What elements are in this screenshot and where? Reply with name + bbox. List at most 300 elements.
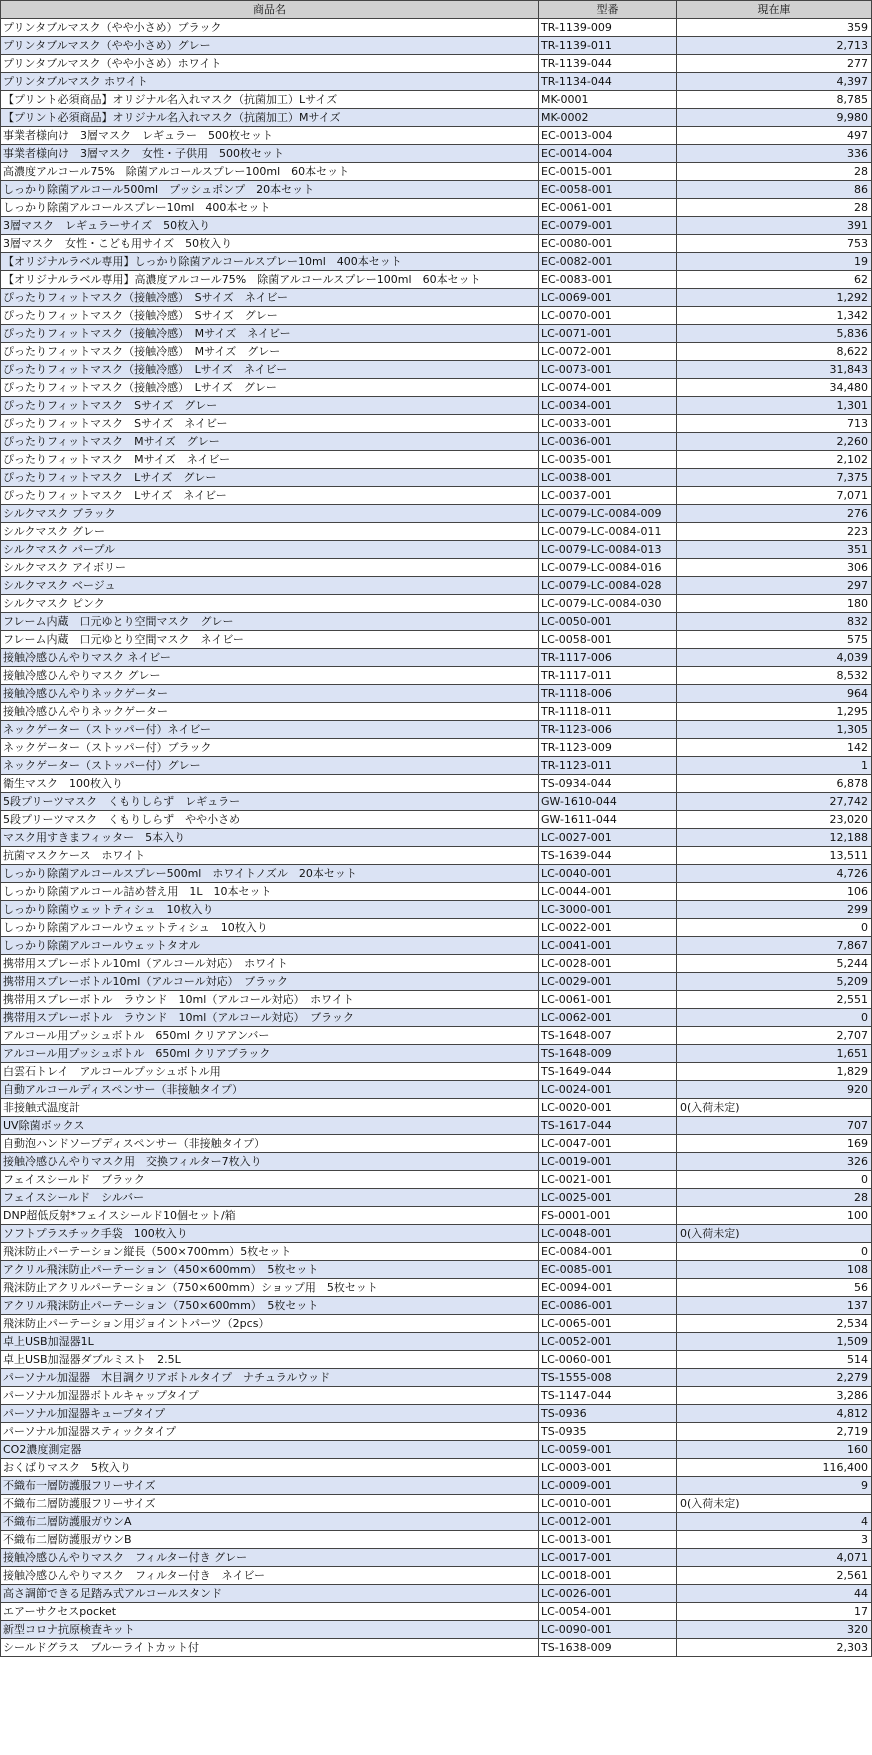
model-number-cell: TS-1648-007	[539, 1027, 677, 1045]
stock-cell: 4,812	[677, 1405, 872, 1423]
stock-cell: 28	[677, 199, 872, 217]
stock-cell: 3,286	[677, 1387, 872, 1405]
stock-cell: 753	[677, 235, 872, 253]
stock-cell: 2,551	[677, 991, 872, 1009]
stock-cell: 44	[677, 1585, 872, 1603]
model-number-cell: TR-1139-011	[539, 37, 677, 55]
stock-cell: 223	[677, 523, 872, 541]
product-name-cell: プリンタブルマスク ホワイト	[1, 73, 539, 91]
product-name-cell: アルコール用プッシュボトル 650ml クリアアンバー	[1, 1027, 539, 1045]
table-row	[1, 883, 872, 901]
product-name-cell: フレーム内蔵 口元ゆとり空間マスク グレー	[1, 613, 539, 631]
stock-cell: 5,244	[677, 955, 872, 973]
table-row	[1, 1189, 872, 1207]
table-row	[1, 937, 872, 955]
model-number-cell: TS-0936	[539, 1405, 677, 1423]
model-number-cell: EC-0014-004	[539, 145, 677, 163]
table-row	[1, 1495, 872, 1513]
product-name-cell: 【オリジナルラベル専用】高濃度アルコール75% 除菌アルコールスプレー100ml 60本セット	[1, 271, 539, 289]
table-row	[1, 1477, 872, 1495]
table-row	[1, 955, 872, 973]
model-number-cell: TR-1118-006	[539, 685, 677, 703]
product-name-cell: 【プリント必須商品】オリジナル名入れマスク（抗菌加工）Lサイズ	[1, 91, 539, 109]
table-row	[1, 73, 872, 91]
stock-cell: 7,375	[677, 469, 872, 487]
model-number-cell: LC-0071-001	[539, 325, 677, 343]
product-name-cell: シルクマスク ピンク	[1, 595, 539, 613]
stock-cell: 0	[677, 1171, 872, 1189]
stock-cell: 8,532	[677, 667, 872, 685]
model-number-cell: LC-0034-001	[539, 397, 677, 415]
table-row	[1, 469, 872, 487]
table-row	[1, 1243, 872, 1261]
table-row	[1, 1513, 872, 1531]
model-number-cell: LC-0050-001	[539, 613, 677, 631]
stock-cell: 169	[677, 1135, 872, 1153]
stock-cell: 713	[677, 415, 872, 433]
product-name-cell: 抗菌マスクケース ホワイト	[1, 847, 539, 865]
product-name-cell: プリンタブルマスク（やや小さめ）ホワイト	[1, 55, 539, 73]
product-name-cell: フェイスシールド シルバー	[1, 1189, 539, 1207]
header-row	[1, 1, 872, 19]
table-row	[1, 1387, 872, 1405]
model-number-cell: TS-1649-044	[539, 1063, 677, 1081]
stock-cell: 277	[677, 55, 872, 73]
stock-cell: 0	[677, 1009, 872, 1027]
product-name-cell: 白雲石トレイ アルコールプッシュボトル用	[1, 1063, 539, 1081]
table-row	[1, 1621, 872, 1639]
table-row	[1, 847, 872, 865]
table-row	[1, 613, 872, 631]
model-number-cell: LC-0033-001	[539, 415, 677, 433]
table-row	[1, 199, 872, 217]
model-number-cell: LC-0074-001	[539, 379, 677, 397]
header-current-stock: 現在庫	[677, 1, 872, 19]
stock-cell: 4,397	[677, 73, 872, 91]
product-name-cell: しっかり除菌アルコールスプレー10ml 400本セット	[1, 199, 539, 217]
product-name-cell: 卓上USB加湿器ダブルミスト 2.5L	[1, 1351, 539, 1369]
model-number-cell: LC-0079-LC-0084-030	[539, 595, 677, 613]
model-number-cell: LC-0048-001	[539, 1225, 677, 1243]
product-name-cell: 高濃度アルコール75% 除菌アルコールスプレー100ml 60本セット	[1, 163, 539, 181]
table-row	[1, 487, 872, 505]
table-row	[1, 1531, 872, 1549]
product-name-cell: 3層マスク レギュラーサイズ 50枚入り	[1, 217, 539, 235]
model-number-cell: LC-0079-LC-0084-011	[539, 523, 677, 541]
model-number-cell: LC-0036-001	[539, 433, 677, 451]
product-name-cell: ぴったりフィットマスク（接触冷感） Lサイズ ネイビー	[1, 361, 539, 379]
table-row	[1, 1117, 872, 1135]
stock-cell: 0(入荷未定)	[677, 1225, 872, 1243]
product-name-cell: ぴったりフィットマスク（接触冷感） Sサイズ グレー	[1, 307, 539, 325]
model-number-cell: LC-0027-001	[539, 829, 677, 847]
model-number-cell: EC-0079-001	[539, 217, 677, 235]
table-row	[1, 1351, 872, 1369]
product-name-cell: しっかり除菌アルコールスプレー500ml ホワイトノズル 20本セット	[1, 865, 539, 883]
table-row	[1, 307, 872, 325]
product-name-cell: エアーサクセスpocket	[1, 1603, 539, 1621]
model-number-cell: LC-0070-001	[539, 307, 677, 325]
model-number-cell: EC-0086-001	[539, 1297, 677, 1315]
model-number-cell: GW-1611-044	[539, 811, 677, 829]
product-name-cell: 自動泡ハンドソープディスペンサー（非接触タイプ）	[1, 1135, 539, 1153]
model-number-cell: LC-0024-001	[539, 1081, 677, 1099]
table-row	[1, 361, 872, 379]
product-name-cell: 接触冷感ひんやりマスク用 交換フィルター7枚入り	[1, 1153, 539, 1171]
stock-cell: 575	[677, 631, 872, 649]
table-row	[1, 991, 872, 1009]
model-number-cell: LC-0025-001	[539, 1189, 677, 1207]
model-number-cell: EC-0082-001	[539, 253, 677, 271]
model-number-cell: LC-0052-001	[539, 1333, 677, 1351]
model-number-cell: EC-0094-001	[539, 1279, 677, 1297]
model-number-cell: TR-1117-011	[539, 667, 677, 685]
model-number-cell: LC-0019-001	[539, 1153, 677, 1171]
table-row	[1, 505, 872, 523]
stock-cell: 2,713	[677, 37, 872, 55]
stock-cell: 497	[677, 127, 872, 145]
stock-cell: 320	[677, 1621, 872, 1639]
table-row	[1, 37, 872, 55]
stock-cell: 707	[677, 1117, 872, 1135]
product-name-cell: シルクマスク アイボリー	[1, 559, 539, 577]
table-row	[1, 757, 872, 775]
stock-cell: 299	[677, 901, 872, 919]
table-row	[1, 721, 872, 739]
table-row	[1, 1009, 872, 1027]
header-product-name: 商品名	[1, 1, 539, 19]
table-row	[1, 1135, 872, 1153]
table-row	[1, 1297, 872, 1315]
stock-cell: 276	[677, 505, 872, 523]
table-row	[1, 145, 872, 163]
product-name-cell: ぴったりフィットマスク Mサイズ グレー	[1, 433, 539, 451]
stock-cell: 1,292	[677, 289, 872, 307]
stock-cell: 391	[677, 217, 872, 235]
table-body	[1, 19, 872, 1657]
table-row	[1, 163, 872, 181]
stock-cell: 5,209	[677, 973, 872, 991]
stock-cell: 1	[677, 757, 872, 775]
table-row	[1, 1423, 872, 1441]
table-row	[1, 235, 872, 253]
table-row	[1, 595, 872, 613]
model-number-cell: LC-0022-001	[539, 919, 677, 937]
product-name-cell: 接触冷感ひんやりマスク フィルター付き ネイビー	[1, 1567, 539, 1585]
model-number-cell: EC-0083-001	[539, 271, 677, 289]
product-name-cell: 接触冷感ひんやりマスク ネイビー	[1, 649, 539, 667]
product-name-cell: しっかり除菌ウェットティシュ 10枚入り	[1, 901, 539, 919]
model-number-cell: TR-1139-009	[539, 19, 677, 37]
product-name-cell: シルクマスク パープル	[1, 541, 539, 559]
table-row	[1, 1063, 872, 1081]
model-number-cell: TR-1117-006	[539, 649, 677, 667]
stock-cell: 0	[677, 919, 872, 937]
table-row	[1, 811, 872, 829]
model-number-cell: LC-0029-001	[539, 973, 677, 991]
model-number-cell: LC-0026-001	[539, 1585, 677, 1603]
table-row	[1, 1315, 872, 1333]
stock-cell: 28	[677, 163, 872, 181]
stock-cell: 2,561	[677, 1567, 872, 1585]
table-row	[1, 685, 872, 703]
stock-cell: 1,651	[677, 1045, 872, 1063]
model-number-cell: TS-1147-044	[539, 1387, 677, 1405]
stock-cell: 34,480	[677, 379, 872, 397]
model-number-cell: EC-0058-001	[539, 181, 677, 199]
stock-cell: 8,622	[677, 343, 872, 361]
product-name-cell: アクリル飛沫防止パーテーション（450×600mm） 5枚セット	[1, 1261, 539, 1279]
product-name-cell: ぴったりフィットマスク（接触冷感） Sサイズ ネイビー	[1, 289, 539, 307]
model-number-cell: LC-0073-001	[539, 361, 677, 379]
product-name-cell: 5段プリーツマスク くもりしらず やや小さめ	[1, 811, 539, 829]
table-row	[1, 379, 872, 397]
product-name-cell: UV除菌ボックス	[1, 1117, 539, 1135]
stock-cell: 351	[677, 541, 872, 559]
model-number-cell: LC-0012-001	[539, 1513, 677, 1531]
table-row	[1, 1567, 872, 1585]
stock-cell: 28	[677, 1189, 872, 1207]
product-name-cell: CO2濃度測定器	[1, 1441, 539, 1459]
stock-cell: 4,039	[677, 649, 872, 667]
stock-cell: 56	[677, 1279, 872, 1297]
product-name-cell: フェイスシールド ブラック	[1, 1171, 539, 1189]
product-name-cell: 自動アルコールディスペンサー（非接触タイプ）	[1, 1081, 539, 1099]
stock-cell: 6,878	[677, 775, 872, 793]
table-row	[1, 1603, 872, 1621]
stock-cell: 2,534	[677, 1315, 872, 1333]
product-name-cell: 不織布二層防護服フリーサイズ	[1, 1495, 539, 1513]
product-name-cell: 飛沫防止パーテーション用ジョイントパーツ（2pcs）	[1, 1315, 539, 1333]
model-number-cell: TS-1555-008	[539, 1369, 677, 1387]
table-row	[1, 667, 872, 685]
stock-cell: 142	[677, 739, 872, 757]
stock-cell: 0(入荷未定)	[677, 1495, 872, 1513]
product-name-cell: しっかり除菌アルコールウェットタオル	[1, 937, 539, 955]
stock-cell: 106	[677, 883, 872, 901]
model-number-cell: LC-3000-001	[539, 901, 677, 919]
product-name-cell: 携帯用スプレーボトル10ml（アルコール対応） ブラック	[1, 973, 539, 991]
stock-cell: 160	[677, 1441, 872, 1459]
product-name-cell: ぴったりフィットマスク Lサイズ グレー	[1, 469, 539, 487]
stock-cell: 2,303	[677, 1639, 872, 1657]
table-row	[1, 919, 872, 937]
table-row	[1, 1639, 872, 1657]
model-number-cell: LC-0044-001	[539, 883, 677, 901]
product-name-cell: 5段プリーツマスク くもりしらず レギュラー	[1, 793, 539, 811]
product-name-cell: パーソナル加湿器スティックタイプ	[1, 1423, 539, 1441]
model-number-cell: LC-0090-001	[539, 1621, 677, 1639]
table-row	[1, 739, 872, 757]
stock-cell: 1,301	[677, 397, 872, 415]
stock-cell: 920	[677, 1081, 872, 1099]
model-number-cell: LC-0028-001	[539, 955, 677, 973]
model-number-cell: LC-0079-LC-0084-016	[539, 559, 677, 577]
table-row	[1, 55, 872, 73]
table-row	[1, 1585, 872, 1603]
table-row	[1, 1459, 872, 1477]
stock-cell: 5,836	[677, 325, 872, 343]
model-number-cell: LC-0020-001	[539, 1099, 677, 1117]
stock-cell: 1,342	[677, 307, 872, 325]
stock-cell: 3	[677, 1531, 872, 1549]
product-name-cell: パーソナル加湿器 木目調クリアボトルタイプ ナチュラルウッド	[1, 1369, 539, 1387]
table-row	[1, 325, 872, 343]
model-number-cell: TR-1139-044	[539, 55, 677, 73]
table-row	[1, 1207, 872, 1225]
stock-cell: 4,726	[677, 865, 872, 883]
stock-cell: 336	[677, 145, 872, 163]
product-name-cell: フレーム内蔵 口元ゆとり空間マスク ネイビー	[1, 631, 539, 649]
model-number-cell: LC-0058-001	[539, 631, 677, 649]
stock-cell: 297	[677, 577, 872, 595]
product-name-cell: ぴったりフィットマスク（接触冷感） Mサイズ ネイビー	[1, 325, 539, 343]
model-number-cell: LC-0013-001	[539, 1531, 677, 1549]
product-name-cell: 卓上USB加湿器1L	[1, 1333, 539, 1351]
table-row	[1, 1081, 872, 1099]
product-name-cell: おくばりマスク 5枚入り	[1, 1459, 539, 1477]
product-name-cell: 接触冷感ひんやりネックゲーター	[1, 685, 539, 703]
product-name-cell: パーソナル加湿器ボトルキャップタイプ	[1, 1387, 539, 1405]
header-model-number: 型番	[539, 1, 677, 19]
stock-cell: 86	[677, 181, 872, 199]
model-number-cell: LC-0059-001	[539, 1441, 677, 1459]
table-row	[1, 19, 872, 37]
model-number-cell: LC-0037-001	[539, 487, 677, 505]
stock-cell: 9	[677, 1477, 872, 1495]
model-number-cell: LC-0079-LC-0084-013	[539, 541, 677, 559]
product-name-cell: プリンタブルマスク（やや小さめ）グレー	[1, 37, 539, 55]
product-name-cell: パーソナル加湿器キューブタイプ	[1, 1405, 539, 1423]
stock-cell: 9,980	[677, 109, 872, 127]
product-name-cell: 事業者様向け 3層マスク レギュラー 500枚セット	[1, 127, 539, 145]
product-name-cell: ぴったりフィットマスク（接触冷感） Mサイズ グレー	[1, 343, 539, 361]
table-row	[1, 1549, 872, 1567]
product-name-cell: ぴったりフィットマスク Lサイズ ネイビー	[1, 487, 539, 505]
stock-cell: 23,020	[677, 811, 872, 829]
table-row	[1, 829, 872, 847]
model-number-cell: LC-0003-001	[539, 1459, 677, 1477]
product-name-cell: シルクマスク ブラック	[1, 505, 539, 523]
model-number-cell: LC-0018-001	[539, 1567, 677, 1585]
product-name-cell: しっかり除菌アルコール500ml プッシュポンプ 20本セット	[1, 181, 539, 199]
model-number-cell: LC-0009-001	[539, 1477, 677, 1495]
model-number-cell: TR-1134-044	[539, 73, 677, 91]
model-number-cell: LC-0079-LC-0084-028	[539, 577, 677, 595]
product-name-cell: 携帯用スプレーボトル10ml（アルコール対応） ホワイト	[1, 955, 539, 973]
stock-cell: 2,279	[677, 1369, 872, 1387]
stock-cell: 2,719	[677, 1423, 872, 1441]
table-row	[1, 1333, 872, 1351]
model-number-cell: LC-0035-001	[539, 451, 677, 469]
table-row	[1, 181, 872, 199]
table-row	[1, 1369, 872, 1387]
product-name-cell: 【オリジナルラベル専用】しっかり除菌アルコールスプレー10ml 400本セット	[1, 253, 539, 271]
product-name-cell: しっかり除菌アルコール詰め替え用 1L 10本セット	[1, 883, 539, 901]
table-row	[1, 631, 872, 649]
product-name-cell: 接触冷感ひんやりマスク グレー	[1, 667, 539, 685]
product-name-cell: 飛沫防止パーテーション縦長（500×700mm）5枚セット	[1, 1243, 539, 1261]
stock-cell: 4,071	[677, 1549, 872, 1567]
stock-cell: 2,707	[677, 1027, 872, 1045]
product-name-cell: 携帯用スプレーボトル ラウンド 10ml（アルコール対応） ブラック	[1, 1009, 539, 1027]
table-row	[1, 217, 872, 235]
table-row	[1, 127, 872, 145]
table-row	[1, 523, 872, 541]
product-name-cell: 衛生マスク 100枚入り	[1, 775, 539, 793]
table-row	[1, 1027, 872, 1045]
stock-cell: 27,742	[677, 793, 872, 811]
product-name-cell: 携帯用スプレーボトル ラウンド 10ml（アルコール対応） ホワイト	[1, 991, 539, 1009]
model-number-cell: TS-1617-044	[539, 1117, 677, 1135]
model-number-cell: TS-1648-009	[539, 1045, 677, 1063]
stock-cell: 137	[677, 1297, 872, 1315]
stock-cell: 19	[677, 253, 872, 271]
table-row	[1, 1045, 872, 1063]
model-number-cell: LC-0041-001	[539, 937, 677, 955]
product-name-cell: DNP超低反射*フェイスシールド10個セット/箱	[1, 1207, 539, 1225]
stock-cell: 2,260	[677, 433, 872, 451]
table-row	[1, 109, 872, 127]
table-row	[1, 703, 872, 721]
model-number-cell: TS-1638-009	[539, 1639, 677, 1657]
stock-cell: 4	[677, 1513, 872, 1531]
table-row	[1, 1153, 872, 1171]
product-name-cell: 不織布一層防護服フリーサイズ	[1, 1477, 539, 1495]
model-number-cell: LC-0047-001	[539, 1135, 677, 1153]
stock-cell: 108	[677, 1261, 872, 1279]
stock-cell: 100	[677, 1207, 872, 1225]
stock-cell: 2,102	[677, 451, 872, 469]
product-name-cell: 非接触式温度計	[1, 1099, 539, 1117]
stock-cell: 1,829	[677, 1063, 872, 1081]
product-name-cell: シルクマスク ベージュ	[1, 577, 539, 595]
table-row	[1, 343, 872, 361]
model-number-cell: TR-1123-006	[539, 721, 677, 739]
product-name-cell: プリンタブルマスク（やや小さめ）ブラック	[1, 19, 539, 37]
stock-cell: 62	[677, 271, 872, 289]
model-number-cell: LC-0062-001	[539, 1009, 677, 1027]
model-number-cell: FS-0001-001	[539, 1207, 677, 1225]
stock-cell: 116,400	[677, 1459, 872, 1477]
table-row	[1, 577, 872, 595]
stock-cell: 0(入荷未定)	[677, 1099, 872, 1117]
table-row	[1, 973, 872, 991]
table-row	[1, 91, 872, 109]
model-number-cell: LC-0038-001	[539, 469, 677, 487]
table-row	[1, 865, 872, 883]
model-number-cell: TR-1118-011	[539, 703, 677, 721]
model-number-cell: LC-0060-001	[539, 1351, 677, 1369]
product-name-cell: 飛沫防止アクリルパーテーション（750×600mm）ショップ用 5枚セット	[1, 1279, 539, 1297]
table-row	[1, 901, 872, 919]
model-number-cell: LC-0065-001	[539, 1315, 677, 1333]
stock-cell: 1,295	[677, 703, 872, 721]
table-row	[1, 559, 872, 577]
stock-cell: 964	[677, 685, 872, 703]
table-row	[1, 1261, 872, 1279]
product-name-cell: アクリル飛沫防止パーテーション（750×600mm） 5枚セット	[1, 1297, 539, 1315]
stock-cell: 31,843	[677, 361, 872, 379]
model-number-cell: LC-0069-001	[539, 289, 677, 307]
product-name-cell: 不織布二層防護服ガウンA	[1, 1513, 539, 1531]
product-name-cell: ソフトプラスチック手袋 100枚入り	[1, 1225, 539, 1243]
product-name-cell: 【プリント必須商品】オリジナル名入れマスク（抗菌加工）Mサイズ	[1, 109, 539, 127]
model-number-cell: EC-0013-004	[539, 127, 677, 145]
model-number-cell: TR-1123-009	[539, 739, 677, 757]
stock-cell: 1,305	[677, 721, 872, 739]
table-row	[1, 1225, 872, 1243]
